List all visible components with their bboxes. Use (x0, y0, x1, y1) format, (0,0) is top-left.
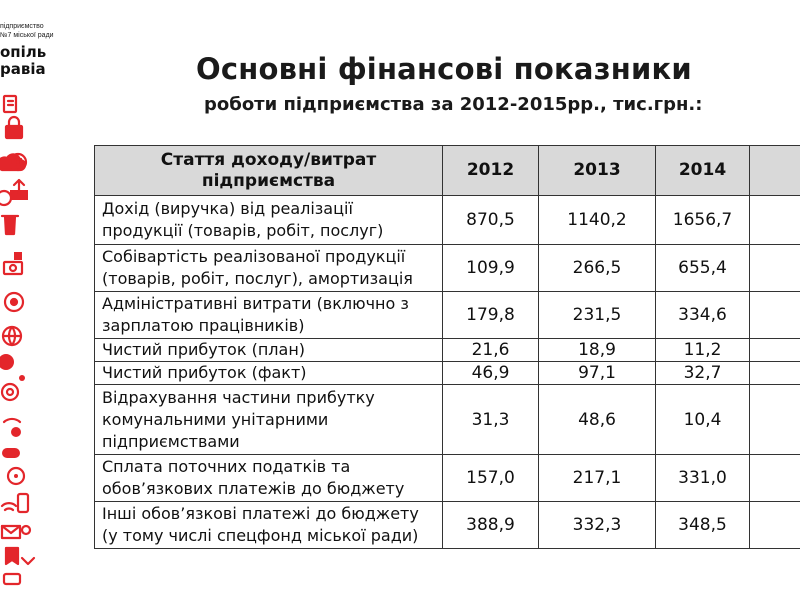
row-value-2014: 348,5 (656, 502, 750, 549)
row-label-line: Дохід (виручка) від реалізації (102, 199, 353, 218)
financial-table (94, 145, 800, 549)
brand-name-line1: опіль (0, 43, 47, 61)
row-value-2013: 217,1 (539, 455, 656, 502)
row-label (95, 292, 443, 339)
brand-caption-line2: №7 міської ради (0, 32, 54, 39)
row-value-2013: 266,5 (539, 245, 656, 292)
table-row (95, 455, 800, 502)
brand-caption (0, 22, 80, 40)
row-label-line: Собівартість реалізованої продукції (102, 247, 406, 266)
row-value-2014: 655,4 (656, 245, 750, 292)
row-value-2013: 231,5 (539, 292, 656, 339)
row-value-2014: 331,0 (656, 455, 750, 502)
mail-icon (2, 526, 30, 538)
lock-icon (6, 117, 22, 138)
row-value-clipped (750, 385, 800, 455)
table-row (95, 245, 800, 292)
upload-icon (10, 180, 28, 200)
row-label (95, 245, 443, 292)
row-label-line: підприємствами (102, 431, 240, 451)
row-value-2013: 332,3 (539, 502, 656, 549)
brand-panel (0, 0, 80, 600)
row-value-clipped (750, 196, 800, 245)
row-value-2012: 21,6 (443, 339, 539, 362)
gear-icon (2, 375, 25, 400)
column-header-clipped (750, 146, 800, 196)
table-row (95, 196, 800, 245)
row-value-clipped (750, 292, 800, 339)
row-value-clipped (750, 245, 800, 292)
row-label-line: (у тому числі спецфонд міської ради) (102, 526, 419, 545)
row-value-2012: 109,9 (443, 245, 539, 292)
globe-icon (3, 327, 21, 345)
row-label-line: Чистий прибуток (план) (102, 340, 306, 359)
row-label (95, 362, 443, 385)
row-label-line: Сплата поточних податків та (102, 457, 351, 476)
brand-caption-line1: підприємство (0, 23, 44, 30)
row-value-2014: 334,6 (656, 292, 750, 339)
row-label-line: комунальними унітарними (102, 409, 329, 429)
row-value-2014: 32,7 (656, 362, 750, 385)
brand-name-line2: равіа (0, 60, 46, 78)
row-label-line: (товарів, робіт, послуг), амортизація (102, 269, 413, 288)
row-value-2012: 46,9 (443, 362, 539, 385)
row-value-2014: 1656,7 (656, 196, 750, 245)
bookmark-icon (6, 548, 34, 564)
table-row (95, 502, 800, 549)
row-label (95, 455, 443, 502)
row-value-2012: 179,8 (443, 292, 539, 339)
wifi-icon (2, 494, 28, 512)
row-label-line: продукції (товарів, робіт, послуг) (102, 221, 384, 240)
row-label (95, 502, 443, 549)
column-header-2013: 2013 (539, 146, 656, 196)
row-label (95, 196, 443, 245)
table-row (95, 362, 800, 385)
row-label-line: обов’язкових платежів до бюджету (102, 479, 405, 498)
financial-table-container (94, 145, 800, 555)
row-value-2013: 97,1 (539, 362, 656, 385)
row-label (95, 339, 443, 362)
row-value-2012: 31,3 (443, 385, 539, 455)
row-value-2013: 1140,2 (539, 196, 656, 245)
row-label-line: Адміністративні витрати (включно з (102, 294, 409, 313)
row-value-clipped (750, 502, 800, 549)
brand-name (0, 44, 80, 78)
row-label-line: Відрахування частини прибутку (102, 387, 375, 407)
row-label-line: Чистий прибуток (факт) (102, 363, 307, 382)
row-value-2013: 18,9 (539, 339, 656, 362)
row-value-2012: 157,0 (443, 455, 539, 502)
column-header-2014: 2014 (656, 146, 750, 196)
column-header-item: Стаття доходу/витрат підприємства (95, 146, 443, 196)
table-header-row (95, 146, 800, 196)
row-value-2014: 11,2 (656, 339, 750, 362)
table-body (95, 196, 800, 549)
row-value-clipped (750, 362, 800, 385)
page-subtitle: роботи підприємства за 2012-2015рр., тис.грн.: (204, 94, 703, 115)
row-value-clipped (750, 339, 800, 362)
row-label-line: зарплатою працівників) (102, 316, 305, 335)
row-value-2012: 388,9 (443, 502, 539, 549)
table-row (95, 385, 800, 455)
row-label (95, 385, 443, 455)
row-value-clipped (750, 455, 800, 502)
row-value-2014: 10,4 (656, 385, 750, 455)
column-header-2012: 2012 (443, 146, 539, 196)
row-value-2012: 870,5 (443, 196, 539, 245)
document-icon (4, 96, 16, 112)
table-row (95, 292, 800, 339)
table-row (95, 339, 800, 362)
page-title: Основні фінансові показники (196, 52, 692, 86)
trash-icon (2, 216, 18, 234)
row-value-2013: 48,6 (539, 385, 656, 455)
camera-icon (4, 252, 22, 274)
row-label-line: Інші обов’язкові платежі до бюджету (102, 504, 419, 523)
decorative-icon-column (0, 92, 44, 592)
